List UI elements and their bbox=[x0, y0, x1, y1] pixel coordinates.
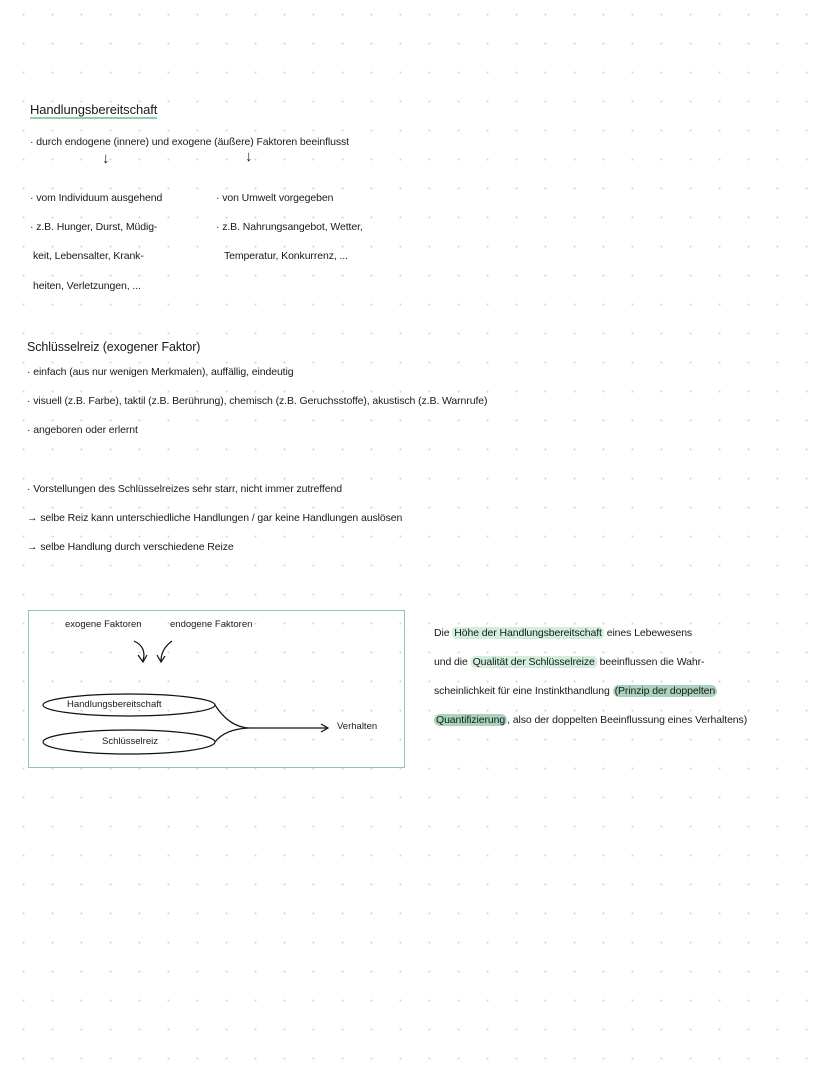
diagram-lines bbox=[29, 611, 404, 767]
highlight: Höhe der Handlungsbereitschaft bbox=[454, 627, 602, 639]
paragraph-line bbox=[434, 656, 704, 668]
schluesselreiz-item: · visuell (z.B. Farbe), taktil (z.B. Berührung), chemisch (z.B. Geruchsstoffe), akustisch (z.B. Warnrufe) bbox=[27, 395, 488, 407]
note-line: → selbe Handlung durch verschiedene Reize bbox=[27, 541, 234, 553]
endogen-item: keit, Lebensalter, Krank- bbox=[33, 250, 144, 262]
heading-handlungsbereitschaft: Handlungsbereitschaft bbox=[30, 102, 158, 117]
node-schluesselreiz: Schlüsselreiz bbox=[102, 736, 158, 747]
schluesselreiz-item: · angeboren oder erlernt bbox=[27, 424, 138, 436]
paragraph-line bbox=[434, 714, 747, 726]
label-endogen: endogene Faktoren bbox=[170, 619, 253, 630]
exogen-item: · von Umwelt vorgegeben bbox=[216, 192, 334, 204]
label-verhalten: Verhalten bbox=[337, 721, 378, 732]
highlight: (Prinzip der doppelten bbox=[614, 685, 716, 697]
exogen-item: Temperatur, Konkurrenz, ... bbox=[224, 250, 348, 262]
paragraph-line bbox=[434, 685, 717, 697]
text: eines Lebewesens bbox=[603, 627, 693, 639]
arrow-down-icon: ↓ bbox=[245, 148, 253, 165]
text: beeinflussen die Wahr- bbox=[596, 656, 705, 668]
heading-schluesselreiz: Schlüsselreiz (exogener Faktor) bbox=[27, 340, 201, 354]
exogen-item: · z.B. Nahrungsangebot, Wetter, bbox=[216, 221, 363, 233]
endogen-item: · z.B. Hunger, Durst, Müdig- bbox=[30, 221, 158, 233]
intro-line: · durch endogene (innere) und exogene (äußere) Faktoren beeinflusst bbox=[30, 136, 350, 148]
text: und die bbox=[434, 656, 471, 668]
highlight: Quantifizierung bbox=[436, 714, 506, 726]
endogen-item: · vom Individuum ausgehend bbox=[30, 192, 163, 204]
note-line: · Vorstellungen des Schlüsselreizes sehr starr, nicht immer zutreffend bbox=[27, 483, 342, 495]
arrow-endogen bbox=[161, 641, 172, 661]
text: , also der doppelten Beeinflussung eines Verhaltens) bbox=[507, 714, 748, 726]
arrow-down-icon: ↓ bbox=[102, 150, 110, 167]
text: Die bbox=[434, 627, 453, 639]
diagram-box bbox=[28, 610, 405, 768]
arrow-exogen bbox=[134, 641, 144, 661]
label-exogen: exogene Faktoren bbox=[65, 619, 142, 630]
paragraph-line bbox=[434, 627, 692, 639]
endogen-item: heiten, Verletzungen, ... bbox=[33, 280, 141, 292]
node-handlungsbereitschaft: Handlungsbereitschaft bbox=[67, 699, 162, 710]
connector-line bbox=[215, 705, 327, 728]
text: scheinlichkeit für eine Instinkthandlung bbox=[434, 685, 613, 697]
schluesselreiz-item: · einfach (aus nur wenigen Merkmalen), auffällig, eindeutig bbox=[27, 366, 294, 378]
note-line: → selbe Reiz kann unterschiedliche Handlungen / gar keine Handlungen auslösen bbox=[27, 512, 403, 524]
highlight: Qualität der Schlüsselreize bbox=[472, 656, 595, 668]
